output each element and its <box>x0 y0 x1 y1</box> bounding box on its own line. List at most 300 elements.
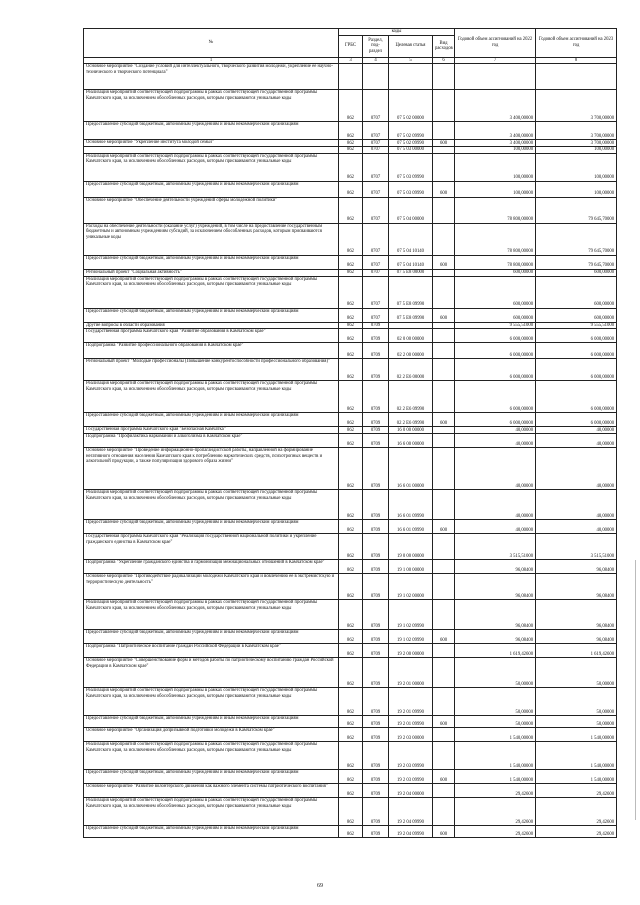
row-amount-2022: 29,42600 <box>455 826 536 838</box>
row-grbs: 862 <box>339 534 363 560</box>
row-csr: 16 6 00 00000 <box>389 434 433 448</box>
column-number: 6 <box>433 57 455 64</box>
row-name: Предоставление субсидий бюджетным, автономным учреждениям и иным некоммерческим организациям <box>84 716 339 728</box>
row-amount-2022: 3 515,51000 <box>455 534 536 560</box>
table-row <box>84 630 617 644</box>
table-row <box>84 308 617 322</box>
row-grbs: 862 <box>339 122 363 140</box>
row-vid <box>433 343 455 359</box>
row-grbs: 862 <box>339 343 363 359</box>
row-csr: 07 5 03 09990 <box>389 153 433 181</box>
row-name: Подпрограмма "Укрепление гражданского единства и гармонизация межнациональных отношений в Камчатском крае" <box>84 560 339 574</box>
row-grbs <box>339 64 363 90</box>
row-vid: 600 <box>433 140 455 147</box>
row-razdel: 0709 <box>363 359 389 381</box>
row-name: Предоставление субсидий бюджетным, автономным учреждениям и иным некоммерческим организациям <box>84 826 339 838</box>
row-csr: 07 5 04 10140 <box>389 223 433 255</box>
row-razdel <box>363 64 389 90</box>
table-row <box>84 255 617 269</box>
row-razdel: 0709 <box>363 658 389 688</box>
row-csr: 02 2 00 00000 <box>389 343 433 359</box>
table-row <box>84 413 617 427</box>
row-vid <box>433 381 455 413</box>
row-amount-2022: 50,00000 <box>455 658 536 688</box>
row-grbs: 862 <box>339 600 363 630</box>
row-csr: 07 5 03 00000 <box>389 147 433 154</box>
row-grbs: 862 <box>339 798 363 826</box>
table-row <box>84 197 617 223</box>
row-grbs: 862 <box>339 308 363 322</box>
row-grbs: 862 <box>339 223 363 255</box>
row-amount-2023: 40,00000 <box>536 427 617 434</box>
row-amount-2023: 96,08400 <box>536 630 617 644</box>
column-number: 1 <box>84 57 339 64</box>
table-row <box>84 826 617 838</box>
row-name: Предоставление субсидий бюджетным, автономным учреждениям и иным некоммерческим организациям <box>84 122 339 140</box>
row-amount-2022: 50,00000 <box>455 716 536 728</box>
table-row <box>84 520 617 534</box>
row-csr: 19 2 03 00000 <box>389 728 433 742</box>
row-razdel: 0707 <box>363 140 389 147</box>
row-name: Основное мероприятие "Укрепление института молодой семьи" <box>84 140 339 147</box>
row-amount-2023: 40,00000 <box>536 490 617 520</box>
row-grbs: 862 <box>339 448 363 490</box>
row-vid: 600 <box>433 770 455 784</box>
row-grbs: 862 <box>339 255 363 269</box>
row-amount-2022: 600,00000 <box>455 308 536 322</box>
row-razdel: 0709 <box>363 826 389 838</box>
row-amount-2022: 78 800,00000 <box>455 255 536 269</box>
row-amount-2022: 3 400,00000 <box>455 90 536 122</box>
row-name: Предоставление субсидий бюджетным, автономным учреждениям и иным некоммерческим организациям <box>84 181 339 197</box>
row-razdel: 0707 <box>363 269 389 276</box>
table-row <box>84 658 617 688</box>
header-grbs: ГРБС <box>339 35 363 57</box>
row-csr: 16 6 01 00000 <box>389 448 433 490</box>
row-grbs: 862 <box>339 434 363 448</box>
row-amount-2023: 6 000,00000 <box>536 413 617 427</box>
row-name: Предоставление субсидий бюджетным, автономным учреждениям и иным некоммерческим организациям <box>84 630 339 644</box>
row-amount-2023: 3 700,00000 <box>536 140 617 147</box>
row-vid <box>433 644 455 658</box>
row-vid <box>433 798 455 826</box>
header-vid: Вид расходов <box>433 35 455 57</box>
row-razdel: 0709 <box>363 688 389 716</box>
table-row <box>84 728 617 742</box>
row-amount-2022: 78 800,00000 <box>455 197 536 223</box>
table-row <box>84 381 617 413</box>
row-amount-2023: 96,08400 <box>536 560 617 574</box>
row-amount-2022: 100,00000 <box>455 181 536 197</box>
row-amount-2022: 6 000,00000 <box>455 359 536 381</box>
row-vid <box>433 560 455 574</box>
table-row <box>84 574 617 600</box>
row-name: Реализация мероприятий соответствующей подпрограммы в рамках соответствующей государственной программы Камчатского края, за исключением обособленных расходов, которым присваиваются уникальные коды <box>84 742 339 770</box>
row-amount-2022: 1 540,00000 <box>455 728 536 742</box>
row-vid <box>433 122 455 140</box>
table-row <box>84 359 617 381</box>
table-row <box>84 534 617 560</box>
column-number: 5 <box>389 57 433 64</box>
row-razdel: 0709 <box>363 413 389 427</box>
header-razdel: Раздел, под-раздел <box>363 35 389 57</box>
row-razdel: 0709 <box>363 600 389 630</box>
table-row <box>84 644 617 658</box>
row-amount-2022: 40,00000 <box>455 520 536 534</box>
table-row <box>84 140 617 147</box>
header-y2023: Годовой объем ассигнований на 2023 год <box>536 29 617 58</box>
row-razdel: 0709 <box>363 329 389 343</box>
row-grbs: 862 <box>339 688 363 716</box>
row-name: Подпрограмма "Развитие профессионального образования в Камчатском крае" <box>84 343 339 359</box>
row-razdel: 0707 <box>363 90 389 122</box>
row-razdel: 0707 <box>363 122 389 140</box>
header-codes: коды <box>339 29 455 36</box>
row-grbs: 862 <box>339 322 363 329</box>
row-amount-2022: 29,42600 <box>455 784 536 798</box>
row-name: Расходы на обеспечение деятельности (оказание услуг) учреждений, в том числе на предоставление государственным бюджетным и автономным учреждениям субсидий, за исключением обособленных расходов, которым присваиваются уникальные коды <box>84 223 339 255</box>
row-razdel: 0709 <box>363 728 389 742</box>
row-csr <box>389 64 433 90</box>
row-grbs: 862 <box>339 381 363 413</box>
row-razdel: 0709 <box>363 770 389 784</box>
row-csr: 07 5 04 00000 <box>389 197 433 223</box>
row-csr: 07 5 03 09990 <box>389 181 433 197</box>
row-razdel: 0709 <box>363 381 389 413</box>
table-row <box>84 427 617 434</box>
row-name: Реализация мероприятий соответствующей подпрограммы в рамках соответствующей государственной программы Камчатского края, за исключением обособленных расходов, которым присваиваются уникальные коды <box>84 688 339 716</box>
header-num: № <box>84 29 339 58</box>
row-csr: 16 6 01 09990 <box>389 490 433 520</box>
row-name: Основное мероприятие "Обеспечение деятельности учреждений сферы молодежной политики" <box>84 197 339 223</box>
row-csr: 19 2 03 09990 <box>389 742 433 770</box>
column-number: 8 <box>536 57 617 64</box>
row-amount-2022: 96,08400 <box>455 560 536 574</box>
row-razdel: 0709 <box>363 798 389 826</box>
row-vid <box>433 153 455 181</box>
row-vid <box>433 197 455 223</box>
row-razdel: 0709 <box>363 784 389 798</box>
row-csr: 07 5 Е8 00000 <box>389 269 433 276</box>
table-body <box>84 64 617 838</box>
row-name: Реализация мероприятий соответствующей подпрограммы в рамках соответствующей государственной программы Камчатского края, за исключением обособленных расходов, которым присваиваются уникальные коды <box>84 798 339 826</box>
row-grbs: 862 <box>339 560 363 574</box>
row-vid <box>433 64 455 90</box>
row-razdel: 0707 <box>363 153 389 181</box>
row-name: Реализация мероприятий соответствующей подпрограммы в рамках соответствующей государственной программы Камчатского края, за исключением обособленных расходов, которым присваиваются уникальные коды <box>84 490 339 520</box>
row-vid: 600 <box>433 716 455 728</box>
row-grbs: 862 <box>339 630 363 644</box>
row-vid <box>433 728 455 742</box>
table-header <box>84 29 617 64</box>
row-name: Реализация мероприятий соответствующей подпрограммы в рамках соответствующей государственной программы Камчатского края, за исключением обособленных расходов, которым присваиваются уникальные коды <box>84 276 339 308</box>
row-grbs: 862 <box>339 359 363 381</box>
row-amount-2022: 100,00000 <box>455 147 536 154</box>
row-amount-2022: 96,08400 <box>455 574 536 600</box>
row-grbs: 862 <box>339 520 363 534</box>
row-vid <box>433 329 455 343</box>
row-csr: 02 2 Е6 09990 <box>389 413 433 427</box>
row-amount-2022: 40,00000 <box>455 427 536 434</box>
row-name: Региональный проект "Социальная активность" <box>84 269 339 276</box>
table-row <box>84 798 617 826</box>
row-vid: 600 <box>433 308 455 322</box>
row-amount-2023: 1 619,42600 <box>536 644 617 658</box>
row-vid <box>433 688 455 716</box>
row-vid: 600 <box>433 413 455 427</box>
row-csr: 07 5 02 00000 <box>389 90 433 122</box>
row-name: Предоставление субсидий бюджетным, автономным учреждениям и иным некоммерческим организациям <box>84 520 339 534</box>
row-amount-2023: 40,00000 <box>536 520 617 534</box>
row-grbs: 862 <box>339 490 363 520</box>
row-vid: 600 <box>433 826 455 838</box>
row-csr: 19 2 03 09990 <box>389 770 433 784</box>
row-amount-2023: 3 700,00000 <box>536 90 617 122</box>
row-csr: 19 2 00 00000 <box>389 644 433 658</box>
table-row <box>84 90 617 122</box>
row-vid <box>433 448 455 490</box>
row-amount-2023: 3 515,51000 <box>536 534 617 560</box>
budget-table <box>83 28 617 838</box>
row-amount-2023: 100,00000 <box>536 147 617 154</box>
row-grbs: 862 <box>339 728 363 742</box>
page-number: 69 <box>317 883 323 889</box>
row-csr: 07 5 02 09990 <box>389 140 433 147</box>
row-razdel: 0709 <box>363 574 389 600</box>
row-razdel: 0709 <box>363 490 389 520</box>
row-amount-2022: 50,00000 <box>455 688 536 716</box>
row-amount-2023: 96,08400 <box>536 600 617 630</box>
row-grbs: 862 <box>339 276 363 308</box>
row-grbs: 862 <box>339 784 363 798</box>
row-razdel: 0709 <box>363 630 389 644</box>
row-grbs: 862 <box>339 644 363 658</box>
row-amount-2022: 3 400,00000 <box>455 122 536 140</box>
row-csr: 19 2 01 09990 <box>389 716 433 728</box>
row-csr: 19 2 01 00000 <box>389 658 433 688</box>
row-name: Реализация мероприятий соответствующей подпрограммы в рамках соответствующей государственной программы Камчатского края, за исключением обособленных расходов, которым присваиваются уникальные коды <box>84 381 339 413</box>
row-vid: 600 <box>433 255 455 269</box>
row-name: Реализация мероприятий соответствующей подпрограммы в рамках соответствующей государственной программы Камчатского края, за исключением обособленных расходов, которым присваиваются уникальные коды <box>84 90 339 122</box>
table-row <box>84 276 617 308</box>
row-razdel: 0707 <box>363 223 389 255</box>
row-razdel: 0709 <box>363 434 389 448</box>
row-csr: 07 5 02 09990 <box>389 122 433 140</box>
row-amount-2023: 6 000,00000 <box>536 343 617 359</box>
row-name: Основное мероприятие "Противодействие радикализации молодежи Камчатского края и вовлечению ее в экстремистскую и террористическую деятельность" <box>84 574 339 600</box>
row-amount-2023: 1 540,00000 <box>536 742 617 770</box>
row-razdel: 0709 <box>363 742 389 770</box>
header-y2022: Годовой объем ассигнований на 2022 год <box>455 29 536 58</box>
row-amount-2023: 1 540,00000 <box>536 770 617 784</box>
row-name: Реализация мероприятий соответствующей подпрограммы в рамках соответствующей государственной программы Камчатского края, за исключением обособленных расходов, которым присваиваются уникальные коды <box>84 153 339 181</box>
row-amount-2022: 40,00000 <box>455 448 536 490</box>
table-row <box>84 742 617 770</box>
row-vid <box>433 276 455 308</box>
row-name: Реализация мероприятий соответствующей подпрограммы в рамках соответствующей государственной программы Камчатского края, за исключением обособленных расходов, которым присваиваются уникальные коды <box>84 600 339 630</box>
table-row <box>84 329 617 343</box>
row-name: Подпрограмма "Профилактика наркомании и алкоголизма в Камчатском крае" <box>84 434 339 448</box>
row-amount-2023: 40,00000 <box>536 448 617 490</box>
table-row <box>84 181 617 197</box>
row-grbs: 862 <box>339 181 363 197</box>
row-amount-2022: 96,08400 <box>455 630 536 644</box>
row-vid <box>433 534 455 560</box>
row-vid: 600 <box>433 520 455 534</box>
row-csr: 07 5 04 10140 <box>389 255 433 269</box>
row-amount-2023: 600,00000 <box>536 276 617 308</box>
row-vid <box>433 784 455 798</box>
row-csr: 19 1 02 00000 <box>389 574 433 600</box>
table-row <box>84 122 617 140</box>
row-amount-2022: 600,00000 <box>455 276 536 308</box>
row-grbs: 862 <box>339 574 363 600</box>
row-csr: 07 5 Е8 09990 <box>389 308 433 322</box>
table-row <box>84 223 617 255</box>
row-amount-2022: 78 800,00000 <box>455 223 536 255</box>
table-row <box>84 688 617 716</box>
row-csr: 19 1 02 09990 <box>389 630 433 644</box>
row-grbs: 862 <box>339 140 363 147</box>
row-name: Государственная программа Камчатского края "Реализация государственной национальной политики и укрепление гражданского единства в Камчатском крае" <box>84 534 339 560</box>
row-razdel: 0707 <box>363 181 389 197</box>
row-csr: 02 0 00 00000 <box>389 329 433 343</box>
row-amount-2023: 9 555,51000 <box>536 322 617 329</box>
row-csr: 19 2 04 09990 <box>389 826 433 838</box>
row-amount-2023: 29,42600 <box>536 798 617 826</box>
row-amount-2023: 79 645,70000 <box>536 255 617 269</box>
row-amount-2022: 40,00000 <box>455 490 536 520</box>
row-amount-2022: 40,00000 <box>455 434 536 448</box>
row-vid: 600 <box>433 630 455 644</box>
row-csr: 16 6 01 09990 <box>389 520 433 534</box>
row-vid <box>433 223 455 255</box>
row-razdel: 0707 <box>363 197 389 223</box>
row-name: Предоставление субсидий бюджетным, автономным учреждениям и иным некоммерческим организациям <box>84 255 339 269</box>
row-name: Региональный проект "Молодые профессионалы (Повышение конкурентоспособности профессионального образования)" <box>84 359 339 381</box>
row-amount-2023: 6 000,00000 <box>536 381 617 413</box>
row-csr: 02 2 Е6 00000 <box>389 359 433 381</box>
row-grbs: 862 <box>339 197 363 223</box>
row-amount-2022: 6 000,00000 <box>455 381 536 413</box>
row-name: Предоставление субсидий бюджетным, автономным учреждениям и иным некоммерческим организациям <box>84 770 339 784</box>
row-grbs: 862 <box>339 90 363 122</box>
header-csr: Целевая статья <box>389 35 433 57</box>
row-amount-2023: 40,00000 <box>536 434 617 448</box>
row-grbs: 862 <box>339 427 363 434</box>
table-row <box>84 64 617 90</box>
row-razdel: 0707 <box>363 147 389 154</box>
row-name: Основное мероприятие "Развитие волонтерского движения как важного элемента системы патриотического воспитания" <box>84 784 339 798</box>
row-csr: 19 0 00 00000 <box>389 534 433 560</box>
row-name: Предоставление субсидий бюджетным, автономным учреждениям и иным некоммерческим организациям <box>84 308 339 322</box>
row-amount-2023: 100,00000 <box>536 153 617 181</box>
row-vid <box>433 490 455 520</box>
table-row <box>84 448 617 490</box>
row-grbs: 862 <box>339 770 363 784</box>
row-razdel: 0709 <box>363 427 389 434</box>
row-name: Основное мероприятие "Совершенствование форм и методов работы по патриотическому воспитанию граждан Российской Федерации в Камчатском крае" <box>84 658 339 688</box>
row-name: Основное мероприятие "Проведение информационно-пропагандистской работы, направленной на формирование негативного отношения населения Камчатского края к потреблению наркотических средств, психотропных веществ и алкогольной продукции, а также популяризация здорового образа жизни" <box>84 448 339 490</box>
row-vid <box>433 434 455 448</box>
row-razdel: 0709 <box>363 343 389 359</box>
row-vid <box>433 742 455 770</box>
row-vid <box>433 359 455 381</box>
row-razdel: 0709 <box>363 644 389 658</box>
table-row <box>84 343 617 359</box>
row-amount-2022: 1 540,00000 <box>455 742 536 770</box>
table-row <box>84 490 617 520</box>
row-razdel: 0709 <box>363 534 389 560</box>
row-razdel: 0709 <box>363 716 389 728</box>
row-amount-2022: 29,42600 <box>455 798 536 826</box>
row-vid <box>433 90 455 122</box>
row-name: Основное мероприятие "Создание условий для интеллектуального, творческого развития молодежи, укрепление ее научно-технического и творческого потенциала" <box>84 64 339 90</box>
row-amount-2023: 50,00000 <box>536 716 617 728</box>
column-number: 4 <box>363 57 389 64</box>
row-csr: 02 2 Е6 09990 <box>389 381 433 413</box>
row-razdel: 0707 <box>363 308 389 322</box>
row-vid: 600 <box>433 181 455 197</box>
row-amount-2022: 6 000,00000 <box>455 413 536 427</box>
column-number: 3 <box>339 57 363 64</box>
row-csr: 19 1 02 09990 <box>389 600 433 630</box>
table-row <box>84 784 617 798</box>
row-csr: 07 5 Е8 09990 <box>389 276 433 308</box>
row-csr: 19 2 04 09990 <box>389 798 433 826</box>
table-row <box>84 434 617 448</box>
row-name: Предоставление субсидий бюджетным, автономным учреждениям и иным некоммерческим организациям <box>84 413 339 427</box>
row-grbs: 862 <box>339 658 363 688</box>
row-grbs: 862 <box>339 716 363 728</box>
row-amount-2023: 29,42600 <box>536 784 617 798</box>
row-name: Подпрограмма "Патриотическое воспитание граждан Российской Федерации в Камчатском крае" <box>84 644 339 658</box>
row-name: Государственная программа Камчатского края "Развитие образования в Камчатском крае" <box>84 329 339 343</box>
row-vid <box>433 427 455 434</box>
row-name: Другие вопросы в области образования <box>84 322 339 329</box>
row-amount-2023: 79 645,70000 <box>536 197 617 223</box>
row-name: Основное мероприятие "Организация допризывной подготовки молодежи в Камчатском крае" <box>84 728 339 742</box>
table-row <box>84 770 617 784</box>
row-razdel: 0709 <box>363 520 389 534</box>
row-amount-2023 <box>536 64 617 90</box>
row-amount-2023: 1 540,00000 <box>536 728 617 742</box>
scan-edge-line <box>635 560 636 820</box>
row-amount-2022: 100,00000 <box>455 153 536 181</box>
row-razdel: 0707 <box>363 255 389 269</box>
row-csr: 19 1 00 00000 <box>389 560 433 574</box>
row-amount-2023: 79 645,70000 <box>536 223 617 255</box>
row-csr: 19 2 01 09990 <box>389 688 433 716</box>
row-amount-2023: 29,42600 <box>536 826 617 838</box>
row-amount-2022: 1 540,00000 <box>455 770 536 784</box>
row-amount-2022: 1 619,42600 <box>455 644 536 658</box>
row-vid <box>433 658 455 688</box>
row-amount-2022: 600,00000 <box>455 269 536 276</box>
column-number: 7 <box>455 57 536 64</box>
table-row <box>84 269 617 276</box>
row-amount-2023: 100,00000 <box>536 181 617 197</box>
row-csr: 19 2 04 00000 <box>389 784 433 798</box>
table-row <box>84 153 617 181</box>
row-name: Государственная программа Камчатского края "Безопасная Камчатка" <box>84 427 339 434</box>
row-amount-2023: 50,00000 <box>536 688 617 716</box>
row-amount-2023: 96,08400 <box>536 574 617 600</box>
row-grbs: 862 <box>339 826 363 838</box>
row-amount-2022 <box>455 64 536 90</box>
row-razdel: 0709 <box>363 560 389 574</box>
table-row <box>84 560 617 574</box>
